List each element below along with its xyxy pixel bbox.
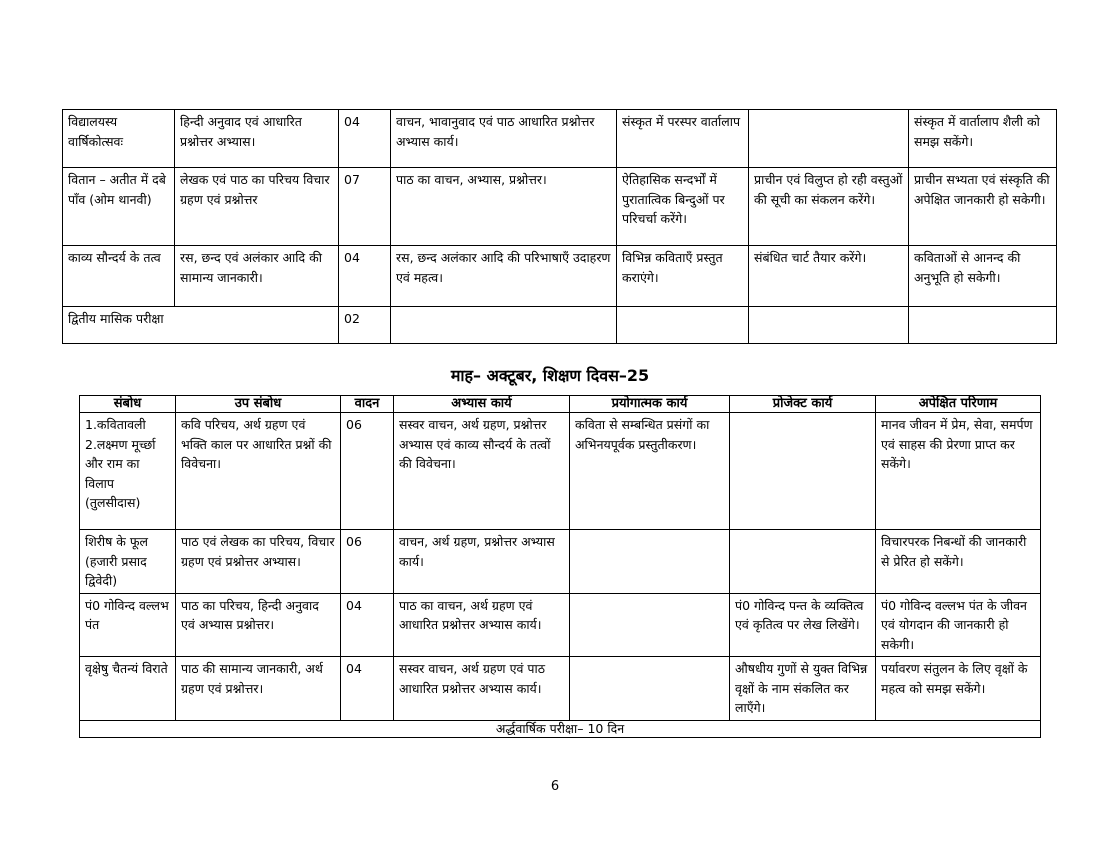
table-cell: विचारपरक निबन्धों की जानकारी से प्रेरित हो सकेंगे। [876, 530, 1041, 594]
table-cell [749, 110, 909, 168]
table-cell: 04 [341, 593, 394, 657]
column-header: उप संबोध [176, 396, 341, 413]
table-cell: हिन्दी अनुवाद एवं आधारित प्रश्नोत्तर अभ्यास। [175, 110, 339, 168]
table-cell: प्राचीन सभ्यता एवं संस्कृति की अपेक्षित जानकारी हो सकेगी। [909, 168, 1057, 246]
column-header: प्रयोगात्मक कार्य [570, 396, 730, 413]
table-cell: 06 [341, 413, 394, 530]
table-cell [570, 657, 730, 721]
table-cell: प्राचीन एवं विलुप्त हो रही वस्तुओं की सूची का संकलन करेंगे। [749, 168, 909, 246]
table-cell: वितान – अतीत में दबे पाँव (ओम थानवी) [63, 168, 175, 246]
table-cell: रस, छन्द एवं अलंकार आदि की सामान्य जानकारी। [175, 246, 339, 307]
table-cell: संस्कृत में परस्पर वार्तालाप [617, 110, 749, 168]
table-cell [570, 530, 730, 594]
table-cell: लेखक एवं पाठ का परिचय विचार ग्रहण एवं प्रश्नोत्तर [175, 168, 339, 246]
table-cell: काव्य सौन्दर्य के तत्व [63, 246, 175, 307]
table-cell: संस्कृत में वार्तालाप शैली को समझ सकेंगे। [909, 110, 1057, 168]
table-footer-row [80, 720, 1041, 737]
table-row [63, 110, 1057, 168]
exam-label: द्वितीय मासिक परीक्षा [63, 307, 339, 344]
table-cell: ऐतिहासिक सन्दर्भों में पुरातात्विक बिन्दुओं पर परिचर्चा करेंगे। [617, 168, 749, 246]
table-cell: वाचन, भावानुवाद एवं पाठ आधारित प्रश्नोत्तर अभ्यास कार्य। [391, 110, 617, 168]
table-row [63, 168, 1057, 246]
table-cell: संबंधित चार्ट तैयार करेंगे। [749, 246, 909, 307]
table-cell: औषधीय गुणों से युक्त विभिन्न वृक्षों के नाम संकलित कर लाएँगे। [730, 657, 876, 721]
table-row [80, 413, 1041, 530]
column-header: अभ्यास कार्य [394, 396, 570, 413]
table-cell: पाठ का परिचय, हिन्दी अनुवाद एवं अभ्यास प्रश्नोत्तर। [176, 593, 341, 657]
table-cell: कविताओं से आनन्द की अनुभूति हो सकेगी। [909, 246, 1057, 307]
table-cell [730, 530, 876, 594]
column-header: वादन [341, 396, 394, 413]
table-cell: पाठ का वाचन, अर्थ ग्रहण एवं आधारित प्रश्नोत्तर अभ्यास कार्य। [394, 593, 570, 657]
table-row [80, 593, 1041, 657]
table-cell: 04 [339, 246, 391, 307]
table-row [80, 530, 1041, 594]
table-cell: विभिन्न कविताएँ प्रस्तुत कराएंगे। [617, 246, 749, 307]
exam-periods: 02 [339, 307, 391, 344]
table-cell [909, 307, 1057, 344]
table-cell: विद्यालयस्य वार्षिकोत्सवः [63, 110, 175, 168]
table-cell: 04 [341, 657, 394, 721]
table-cell: वृक्षेषु चैतन्यं विराते [80, 657, 176, 721]
table-cell: पं0 गोविन्द पन्त के व्यक्तित्व एवं कृतित्व पर लेख लिखेंगे। [730, 593, 876, 657]
table-header-row [80, 396, 1041, 413]
table-cell: पाठ का वाचन, अभ्यास, प्रश्नोत्तर। [391, 168, 617, 246]
column-header: संबोध [80, 396, 176, 413]
table-cell: 04 [339, 110, 391, 168]
table-cell: 06 [341, 530, 394, 594]
table-cell [617, 307, 749, 344]
table-row [80, 657, 1041, 721]
table-cell [391, 307, 617, 344]
table-cell: मानव जीवन में प्रेम, सेवा, समर्पण एवं साहस की प्रेरणा प्राप्त कर सकेंगे। [876, 413, 1041, 530]
table-cell: पाठ की सामान्य जानकारी, अर्थ ग्रहण एवं प्रश्नोत्तर। [176, 657, 341, 721]
column-header: अपेक्षित परिणाम [876, 396, 1041, 413]
table-cell [730, 413, 876, 530]
syllabus-table-october [79, 395, 1041, 738]
syllabus-table-september-continued [62, 109, 1057, 344]
table-cell [570, 593, 730, 657]
month-heading: माह– अक्टूबर, शिक्षण दिवस–25 [450, 366, 650, 385]
table-cell: शिरीष के फूल (हजारी प्रसाद द्विवेदी) [80, 530, 176, 594]
exam-row [63, 307, 1057, 344]
table-cell: पर्यावरण संतुलन के लिए वृक्षों के महत्व को समझ सकेंगे। [876, 657, 1041, 721]
table-cell: रस, छन्द अलंकार आदि की परिभाषाएँ उदाहरण एवं महत्व। [391, 246, 617, 307]
table-cell [749, 307, 909, 344]
table-cell: वाचन, अर्थ ग्रहण, प्रश्नोत्तर अभ्यास कार्य। [394, 530, 570, 594]
table-cell: सस्वर वाचन, अर्थ ग्रहण एवं पाठ आधारित प्रश्नोत्तर अभ्यास कार्य। [394, 657, 570, 721]
half-yearly-exam-note: अर्द्धवार्षिक परीक्षा– 10 दिन [80, 720, 1041, 737]
table-cell: 07 [339, 168, 391, 246]
table-cell: 1.कवितावली 2.लक्ष्मण मूर्च्छा और राम का विलाप (तुलसीदास) [80, 413, 176, 530]
table-cell: कविता से सम्बन्धित प्रसंगों का अभिनयपूर्वक प्रस्तुतीकरण। [570, 413, 730, 530]
table-cell: कवि परिचय, अर्थ ग्रहण एवं भक्ति काल पर आधारित प्रश्नों की विवेचना। [176, 413, 341, 530]
table-cell: पं0 गोविन्द वल्लभ पंत [80, 593, 176, 657]
column-header: प्रोजेक्ट कार्य [730, 396, 876, 413]
table-row [63, 246, 1057, 307]
table-cell: पाठ एवं लेखक का परिचय, विचार ग्रहण एवं प्रश्नोत्तर अभ्यास। [176, 530, 341, 594]
table-cell: सस्वर वाचन, अर्थ ग्रहण, प्रश्नोत्तर अभ्यास एवं काव्य सौन्दर्य के तत्वों की विवेचना। [394, 413, 570, 530]
table-cell: पं0 गोविन्द वल्लभ पंत के जीवन एवं योगदान की जानकारी हो सकेगी। [876, 593, 1041, 657]
page-number: 6 [550, 779, 560, 794]
